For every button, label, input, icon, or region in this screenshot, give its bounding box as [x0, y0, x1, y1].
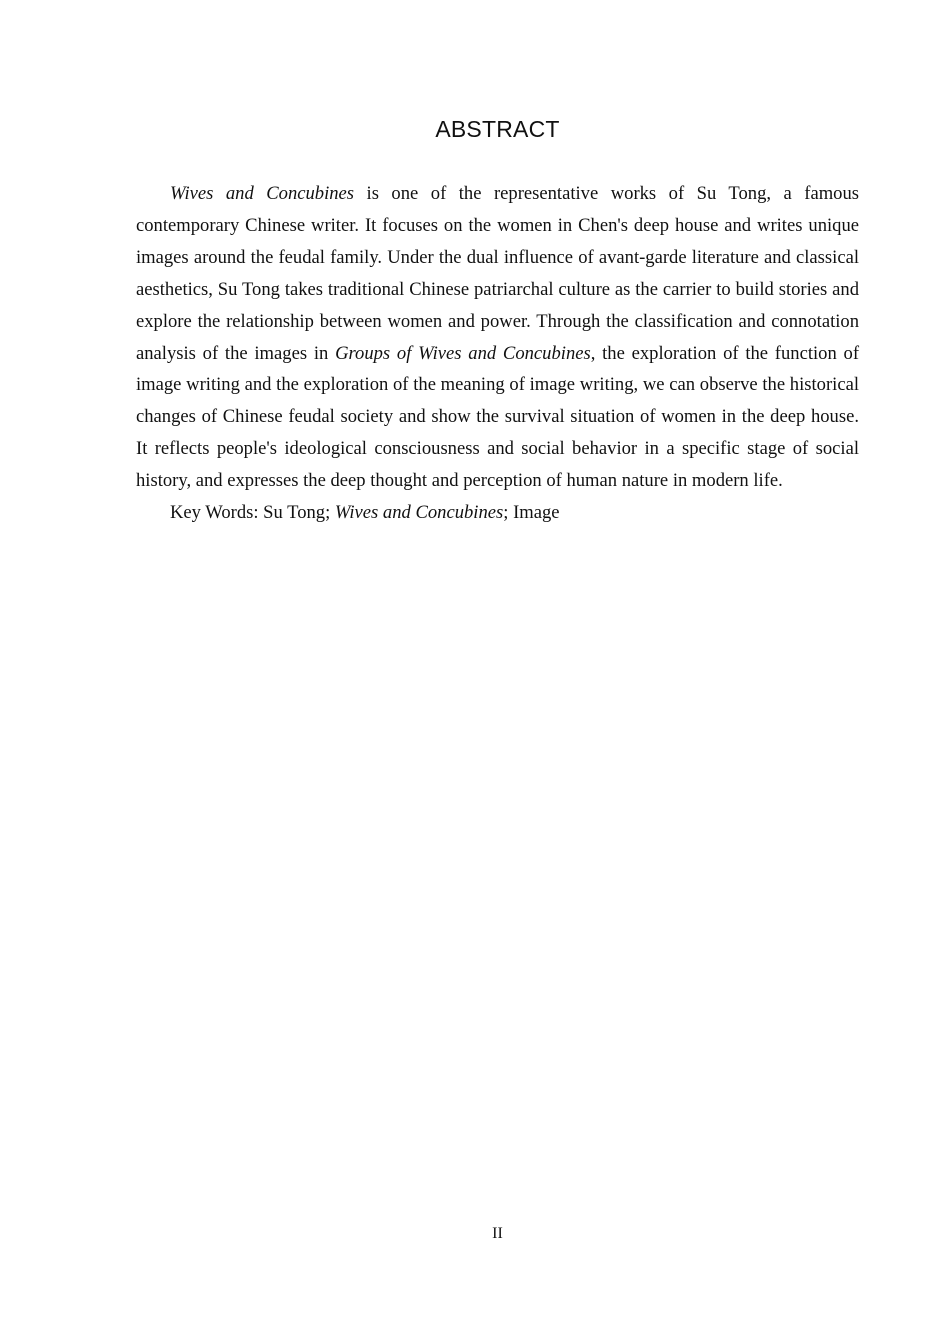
work-title: Wives and Concubines [170, 183, 355, 204]
paragraph-text-1: is one of the representative works of Su Tong, a famous contemporary Chinese writer. It focuses on the women in Chen's deep house and writes unique images around the feudal family. Under the dual influence of avant-garde literature and classical aesthetics, Su Tong takes traditional Chinese patriarchal culture as the carrier to build stories and explore the relationship between women and power. Through the classification and connotation analysis of the images in [136, 183, 860, 364]
paragraph-text-2: , the exploration of the function of image writing and the exploration of the meaning of image writing, we can observe the historical changes of Chinese feudal society and show the survival situation of women in the deep house. It reflects people's ideological consciousness and social behavior in a specific stage of social history, and expresses the deep thought and perception of human nature in modern life. [136, 342, 860, 492]
keywords-suffix: ; Image [503, 502, 560, 524]
work-title-2: Groups of Wives and Concubines [335, 342, 591, 364]
page-number: II [492, 1225, 503, 1242]
keywords-line [136, 497, 859, 529]
abstract-body [136, 178, 859, 529]
keywords-italic-term: Wives and Concubines [334, 502, 504, 524]
keywords-prefix: Key Words: Su Tong; [170, 502, 335, 524]
abstract-title: ABSTRACT [435, 116, 560, 142]
abstract-paragraph [136, 178, 859, 497]
